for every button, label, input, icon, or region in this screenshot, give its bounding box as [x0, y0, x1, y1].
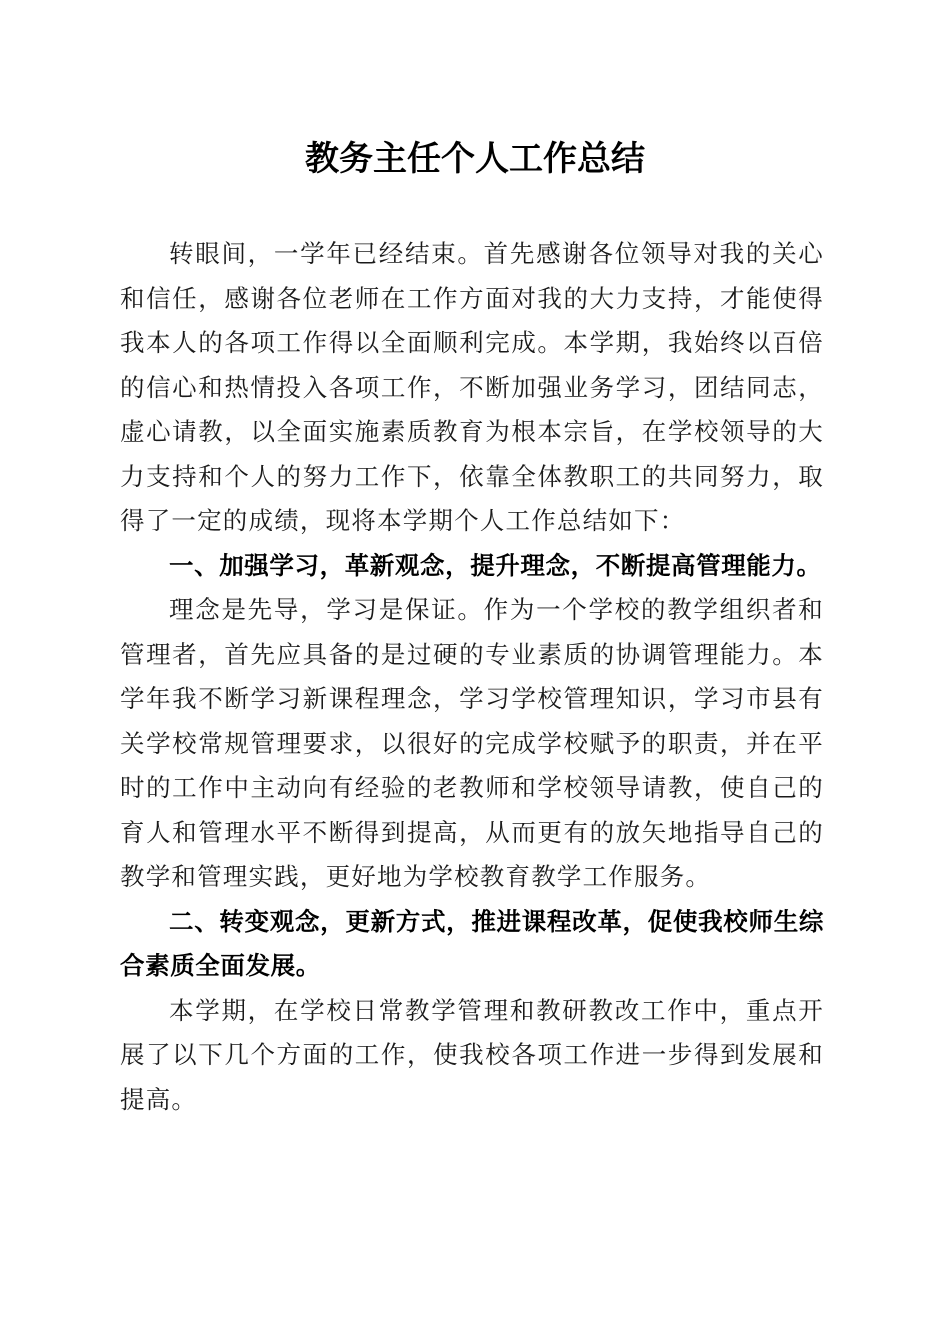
document-body — [120, 232, 824, 1122]
section-heading-2: 二、转变观念，更新方式，推进课程改革，促使我校师生综合素质全面发展。 — [120, 906, 824, 980]
document-title: 教务主任个人工作总结 — [305, 139, 645, 179]
intro-paragraph: 转眼间，一学年已经结束。首先感谢各位领导对我的关心和信任，感谢各位老师在工作方面对我的大力支持，才能使得我本人的各项工作得以全面顺利完成。本学期，我始终以百倍的信心和热情投入各项工作，不断加强业务学习，团结同志，虚心请教，以全面实施素质教育为根本宗旨，在学校领导的大力支持和个人的努力工作下，依靠全体教职工的共同努力，取得了一定的成绩，现将本学期个人工作总结如下： — [120, 239, 824, 535]
section-1-paragraph: 理念是先导，学习是保证。作为一个学校的教学组织者和管理者，首先应具备的是过硬的专业素质的协调管理能力。本学年我不断学习新课程理念，学习学校管理知识，学习市县有关学校常规管理要求，以很好的完成学校赋予的职责，并在平时的工作中主动向有经验的老教师和学校领导请教，使自己的育人和管理水平不断得到提高，从而更有的放矢地指导自己的教学和管理实践，更好地为学校教育教学工作服务。 — [120, 595, 824, 891]
section-heading-1: 一、加强学习，革新观念，提升理念，不断提高管理能力。 — [169, 550, 822, 580]
section-2-paragraph: 本学期，在学校日常教学管理和教研教改工作中，重点开展了以下几个方面的工作，使我校各项工作进一步得到发展和提高。 — [120, 995, 824, 1114]
